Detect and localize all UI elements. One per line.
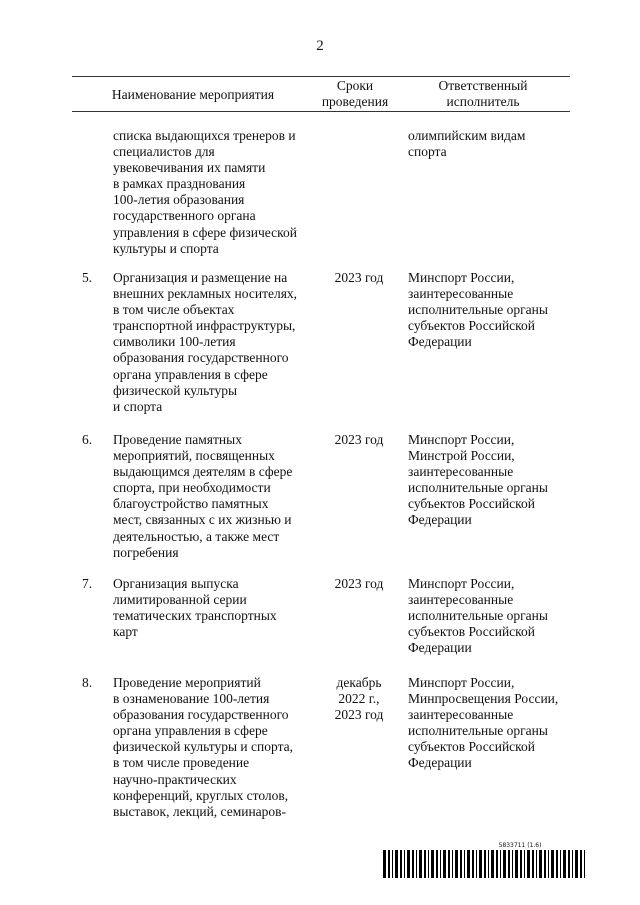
row-number: 8. — [82, 675, 93, 690]
row-responsible: Минспорт России, Минстрой России, заинтересованные исполнительные органы субъектов Российской Федерации — [408, 432, 548, 528]
barcode-block — [383, 842, 587, 883]
barcode-label: 5833711 (1.6) — [498, 842, 542, 849]
barcode-icon — [383, 850, 587, 878]
row-number: 6. — [82, 432, 93, 447]
row-name: Проведение памятных мероприятий, посвященных выдающимся деятелям в сфере спорта, при необходимости благоустройство памятных мест, связанных с их жизнью и деятельностью, а также мест погребения — [113, 432, 293, 560]
header-responsible: Ответственный исполнитель — [438, 78, 528, 109]
row-number: 7. — [82, 576, 93, 591]
page-number: 2 — [316, 38, 324, 54]
row-term: декабрь 2022 г., 2023 год — [334, 675, 384, 723]
row-term: 2023 год — [334, 432, 384, 447]
row-name: списка выдающихся тренеров и специалистов для увековечивания их памяти в рамках празднования 100-летия образования государственного органа управления в сфере физической культуры и спорта — [113, 128, 297, 256]
row-number: 5. — [82, 270, 93, 285]
row-name: Проведение мероприятий в ознаменование 100-летия образования государственного органа управления в сфере физической культуры и спорта, в том числе проведение научно-практических конференций, круглых столов, выставок, лекций, семинаров- — [113, 675, 294, 819]
row-name: Организация и размещение на внешних рекламных носителях, в том числе объектах транспортной инфраструктуры, символики 100-летия образования государственного органа управления в сфере физической культуры и спорта — [113, 270, 298, 414]
row-responsible: Минспорт России, Минпросвещения России, заинтересованные исполнительные органы субъектов Российской Федерации — [408, 675, 559, 771]
table-header — [72, 76, 570, 112]
header-name: Наименование мероприятия — [111, 87, 275, 102]
row-name: Организация выпуска лимитированной серии тематических транспортных карт — [113, 576, 277, 640]
row-responsible: Минспорт России, заинтересованные исполнительные органы субъектов Российской Федерации — [408, 270, 548, 350]
row-term: 2023 год — [334, 576, 384, 591]
row-responsible: олимпийским видам спорта — [408, 128, 526, 160]
row-responsible: Минспорт России, заинтересованные исполнительные органы субъектов Российской Федерации — [408, 576, 548, 656]
header-term: Сроки проведения — [321, 78, 389, 109]
row-term: 2023 год — [334, 270, 384, 285]
